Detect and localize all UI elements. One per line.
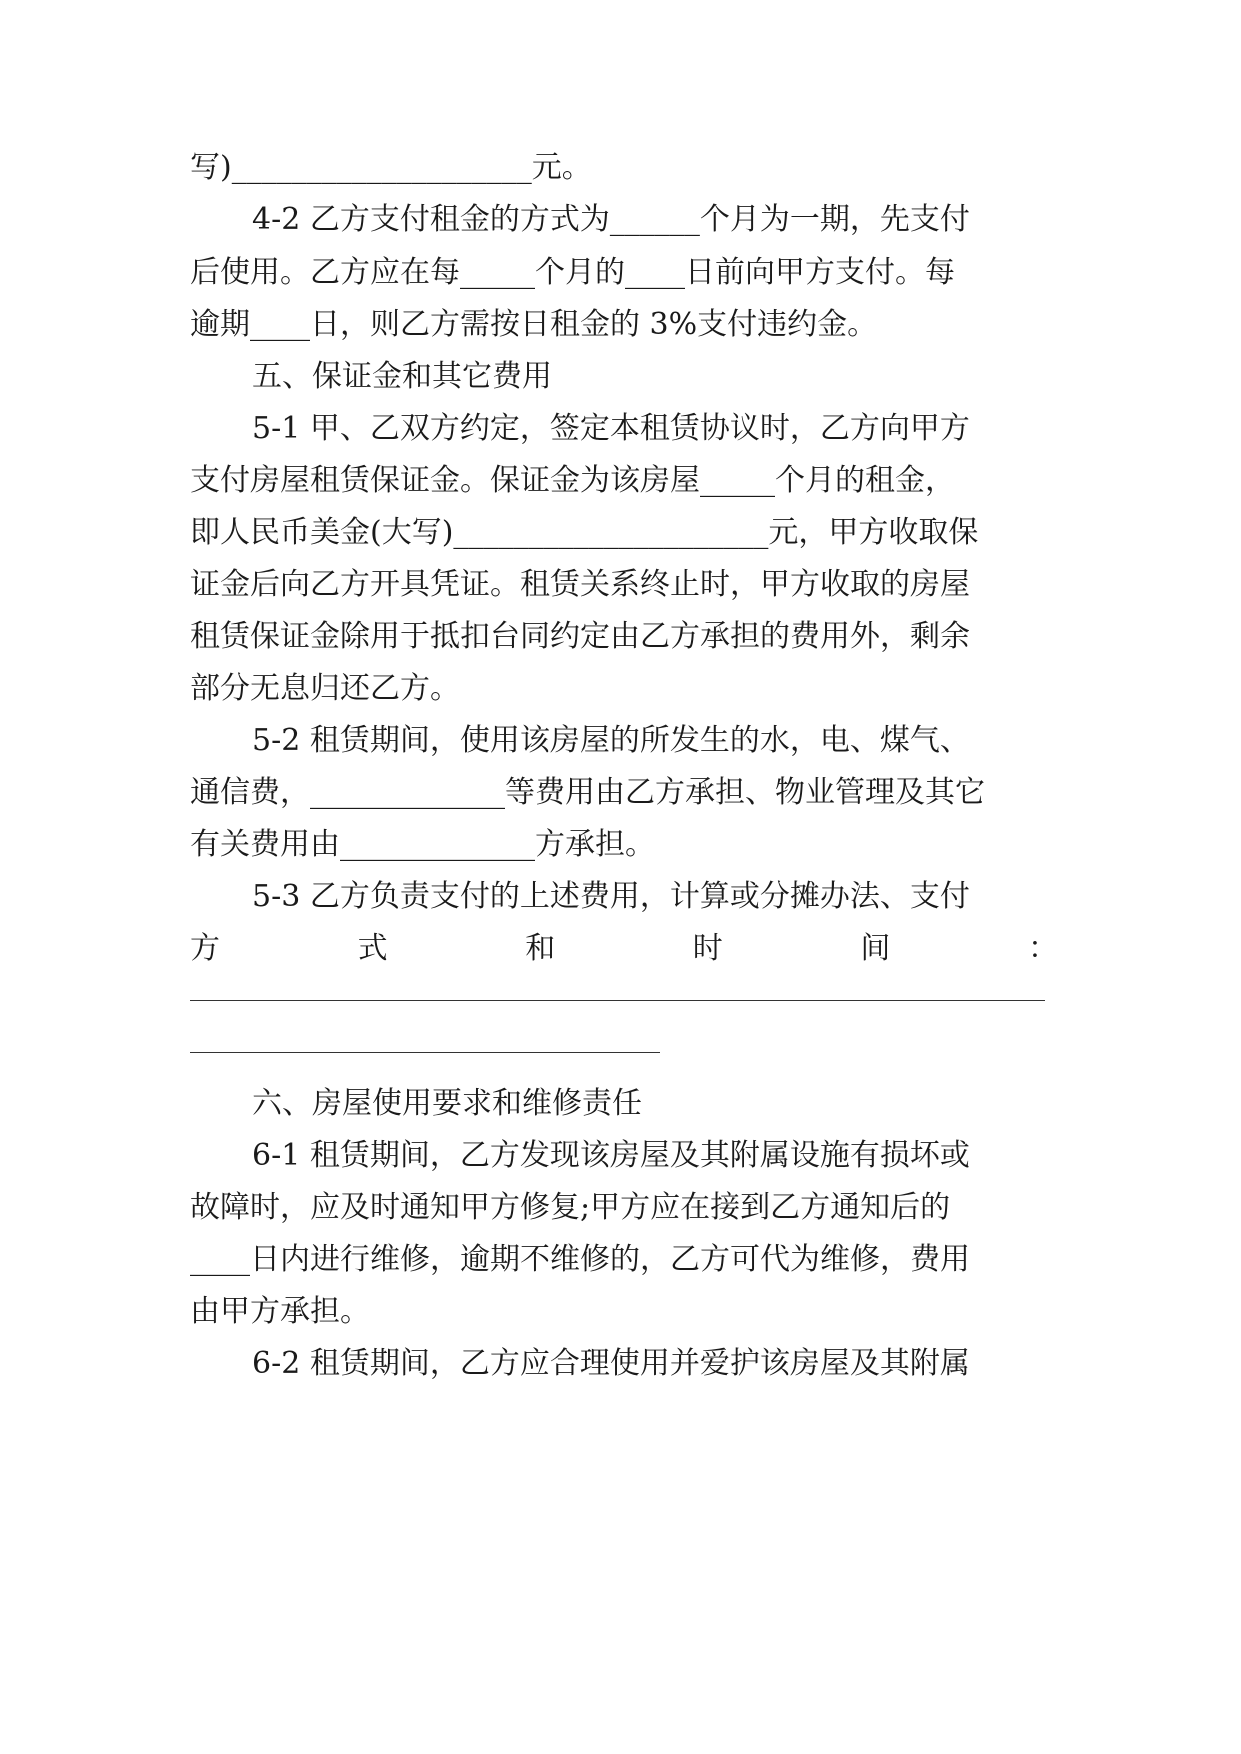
text-line-justified: 方 式 和 时 间 ： — [190, 931, 1058, 966]
text-line: 证金后向乙方开具凭证。租赁关系终止时，甲方收取的房屋 — [190, 567, 970, 602]
section-heading: 五、保证金和其它费用 — [252, 359, 552, 394]
text-line: 支付房屋租赁保证金。保证金为该房屋_____个月的租金， — [190, 463, 955, 498]
text-line: 6-2 租赁期间，乙方应合理使用并爱护该房屋及其附属 — [252, 1346, 970, 1381]
text-line: ____日内进行维修，逾期不维修的，乙方可代为维修，费用 — [190, 1242, 970, 1277]
text-line: 由甲方承担。 — [190, 1294, 370, 1329]
text-line: 5-1 甲、乙双方约定，签定本租赁协议时，乙方向甲方 — [252, 411, 970, 446]
text-line: 即人民币美金(大写)_____________________元，甲方收取保 — [190, 515, 979, 550]
text-line: 通信费，_____________等费用由乙方承担、物业管理及其它 — [190, 775, 985, 810]
text-line: 租赁保证金除用于抵扣台同约定由乙方承担的费用外，剩余 — [190, 619, 970, 654]
text-line: 5-2 租赁期间，使用该房屋的所发生的水，电、煤气、 — [252, 723, 970, 758]
blank-fill-line — [190, 1052, 660, 1053]
text-line: 有关费用由_____________方承担。 — [190, 827, 655, 862]
blank-fill-line — [190, 1000, 1045, 1001]
text-line: 写)____________________元。 — [190, 150, 592, 185]
text-line: 4-2 乙方支付租金的方式为______个月为一期，先支付 — [252, 202, 970, 237]
section-heading: 六、房屋使用要求和维修责任 — [252, 1086, 642, 1121]
text-line: 逾期____日，则乙方需按日租金的 3%支付违约金。 — [190, 307, 878, 342]
text-line: 故障时，应及时通知甲方修复;甲方应在接到乙方通知后的 — [190, 1190, 951, 1225]
text-line: 后使用。乙方应在每_____个月的____日前向甲方支付。每 — [190, 255, 955, 290]
text-line: 部分无息归还乙方。 — [190, 671, 460, 706]
text-line: 5-3 乙方负责支付的上述费用，计算或分摊办法、支付 — [252, 879, 970, 914]
text-line: 6-1 租赁期间，乙方发现该房屋及其附属设施有损坏或 — [252, 1138, 970, 1173]
